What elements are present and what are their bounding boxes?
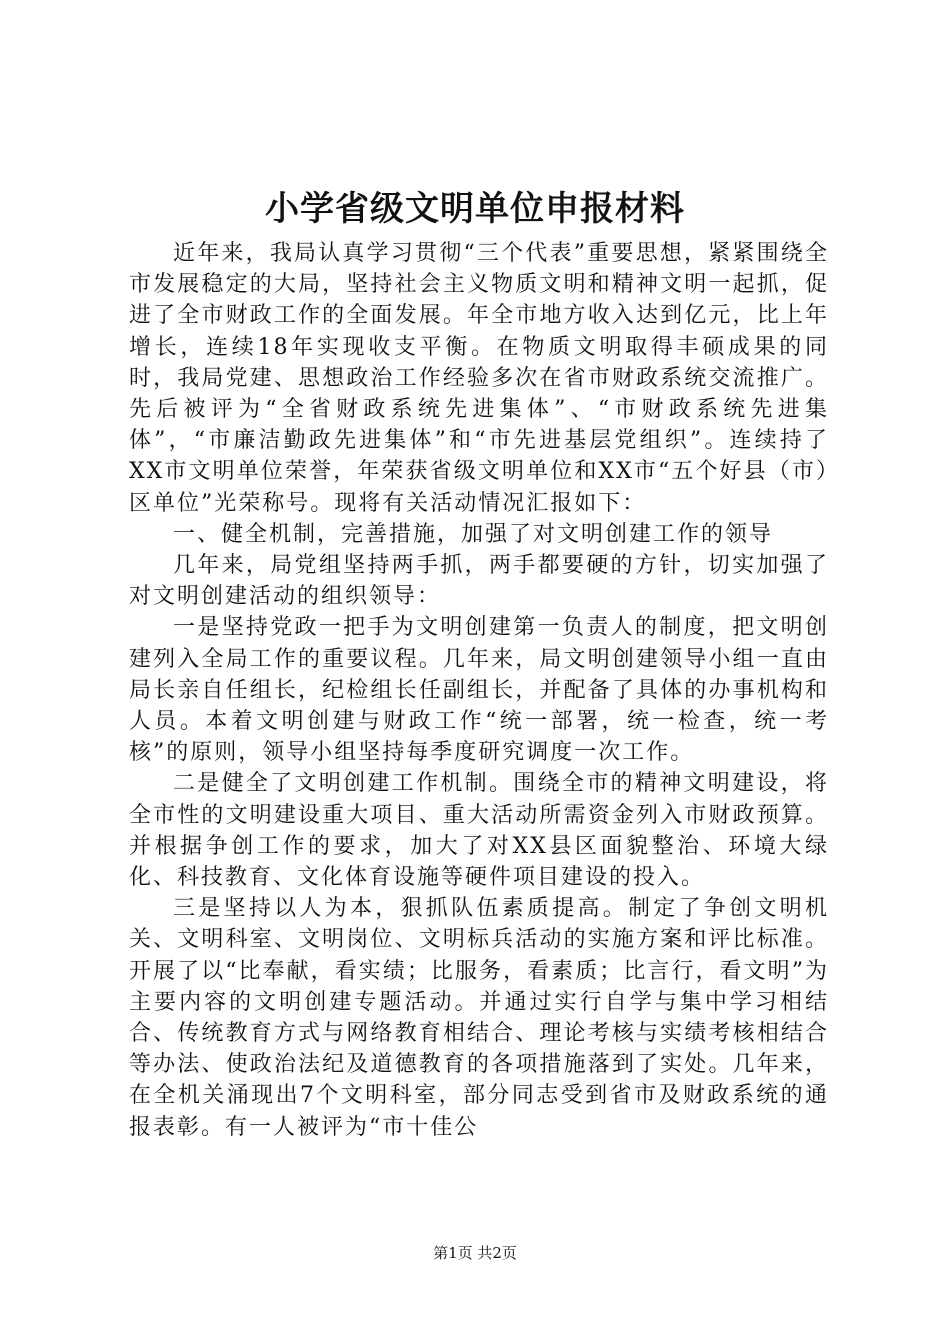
paragraph-intro: 近年来，我局认真学习贯彻“三个代表”重要思想，紧紧围绕全市发展稳定的大局，坚持社会主义物质文明和精神文明一起抓，促进了全市财政工作的全面发展。年全市地方收入达到亿元，比上年增长，连续18年实现收支平衡。在物质文明取得丰硕成果的同时，我局党建、思想政治工作经验多次在省市财政系统交流推广。先后被评为“全省财政系统先进集体”、“市财政系统先进集体”，“市廉洁勤政先进集体”和“市先进基层党组织”。连续持了XX市文明单位荣誉，年荣获省级文明单位和XX市“五个好县（市）区单位”光荣称号。现将有关活动情况汇报如下： bbox=[129, 241, 829, 516]
paragraph-point-1: 一是坚持党政一把手为文明创建第一负责人的制度，把文明创建列入全局工作的重要议程。几年来，局文明创建领导小组一直由局长亲自任组长，纪检组长任副组长，并配备了具体的办事机构和人员。本着文明创建与财政工作“统一部署，统一检查，统一考核”的原则，领导小组坚持每季度研究调度一次工作。 bbox=[129, 615, 829, 766]
document-title: 小学省级文明单位申报材料 bbox=[265, 189, 685, 229]
document-body bbox=[129, 238, 829, 1143]
paragraph-point-3: 三是坚持以人为本，狠抓队伍素质提高。制定了争创文明机关、文明科室、文明岗位、文明标兵活动的实施方案和评比标准。开展了以“比奉献，看实绩；比服务，看素质；比言行，看文明”为主要内容的文明创建专题活动。并通过实行自学与集中学习相结合、传统教育方式与网络教育相结合、理论考核与实绩考核相结合等办法、使政治法纪及道德教育的各项措施落到了实处。几年来，在全机关涌现出7个文明科室，部分同志受到省市及财政系统的通报表彰。有一人被评为“市十佳公 bbox=[129, 896, 829, 1140]
paragraph-point-2: 二是健全了文明创建工作机制。围绕全市的精神文明建设，将全市性的文明建设重大项目、重大活动所需资金列入市财政预算。并根据争创工作的要求，加大了对XX县区面貌整治、环境大绿化、科技教育、文化体育设施等硬件项目建设的投入。 bbox=[129, 771, 829, 891]
section-heading-1: 一、健全机制，完善措施，加强了对文明创建工作的领导 bbox=[173, 521, 774, 547]
page-footer: 第1页 共2页 bbox=[433, 1244, 517, 1262]
paragraph-leadership: 几年来，局党组坚持两手抓，两手都要硬的方针，切实加强了对文明创建活动的组织领导： bbox=[129, 553, 829, 610]
